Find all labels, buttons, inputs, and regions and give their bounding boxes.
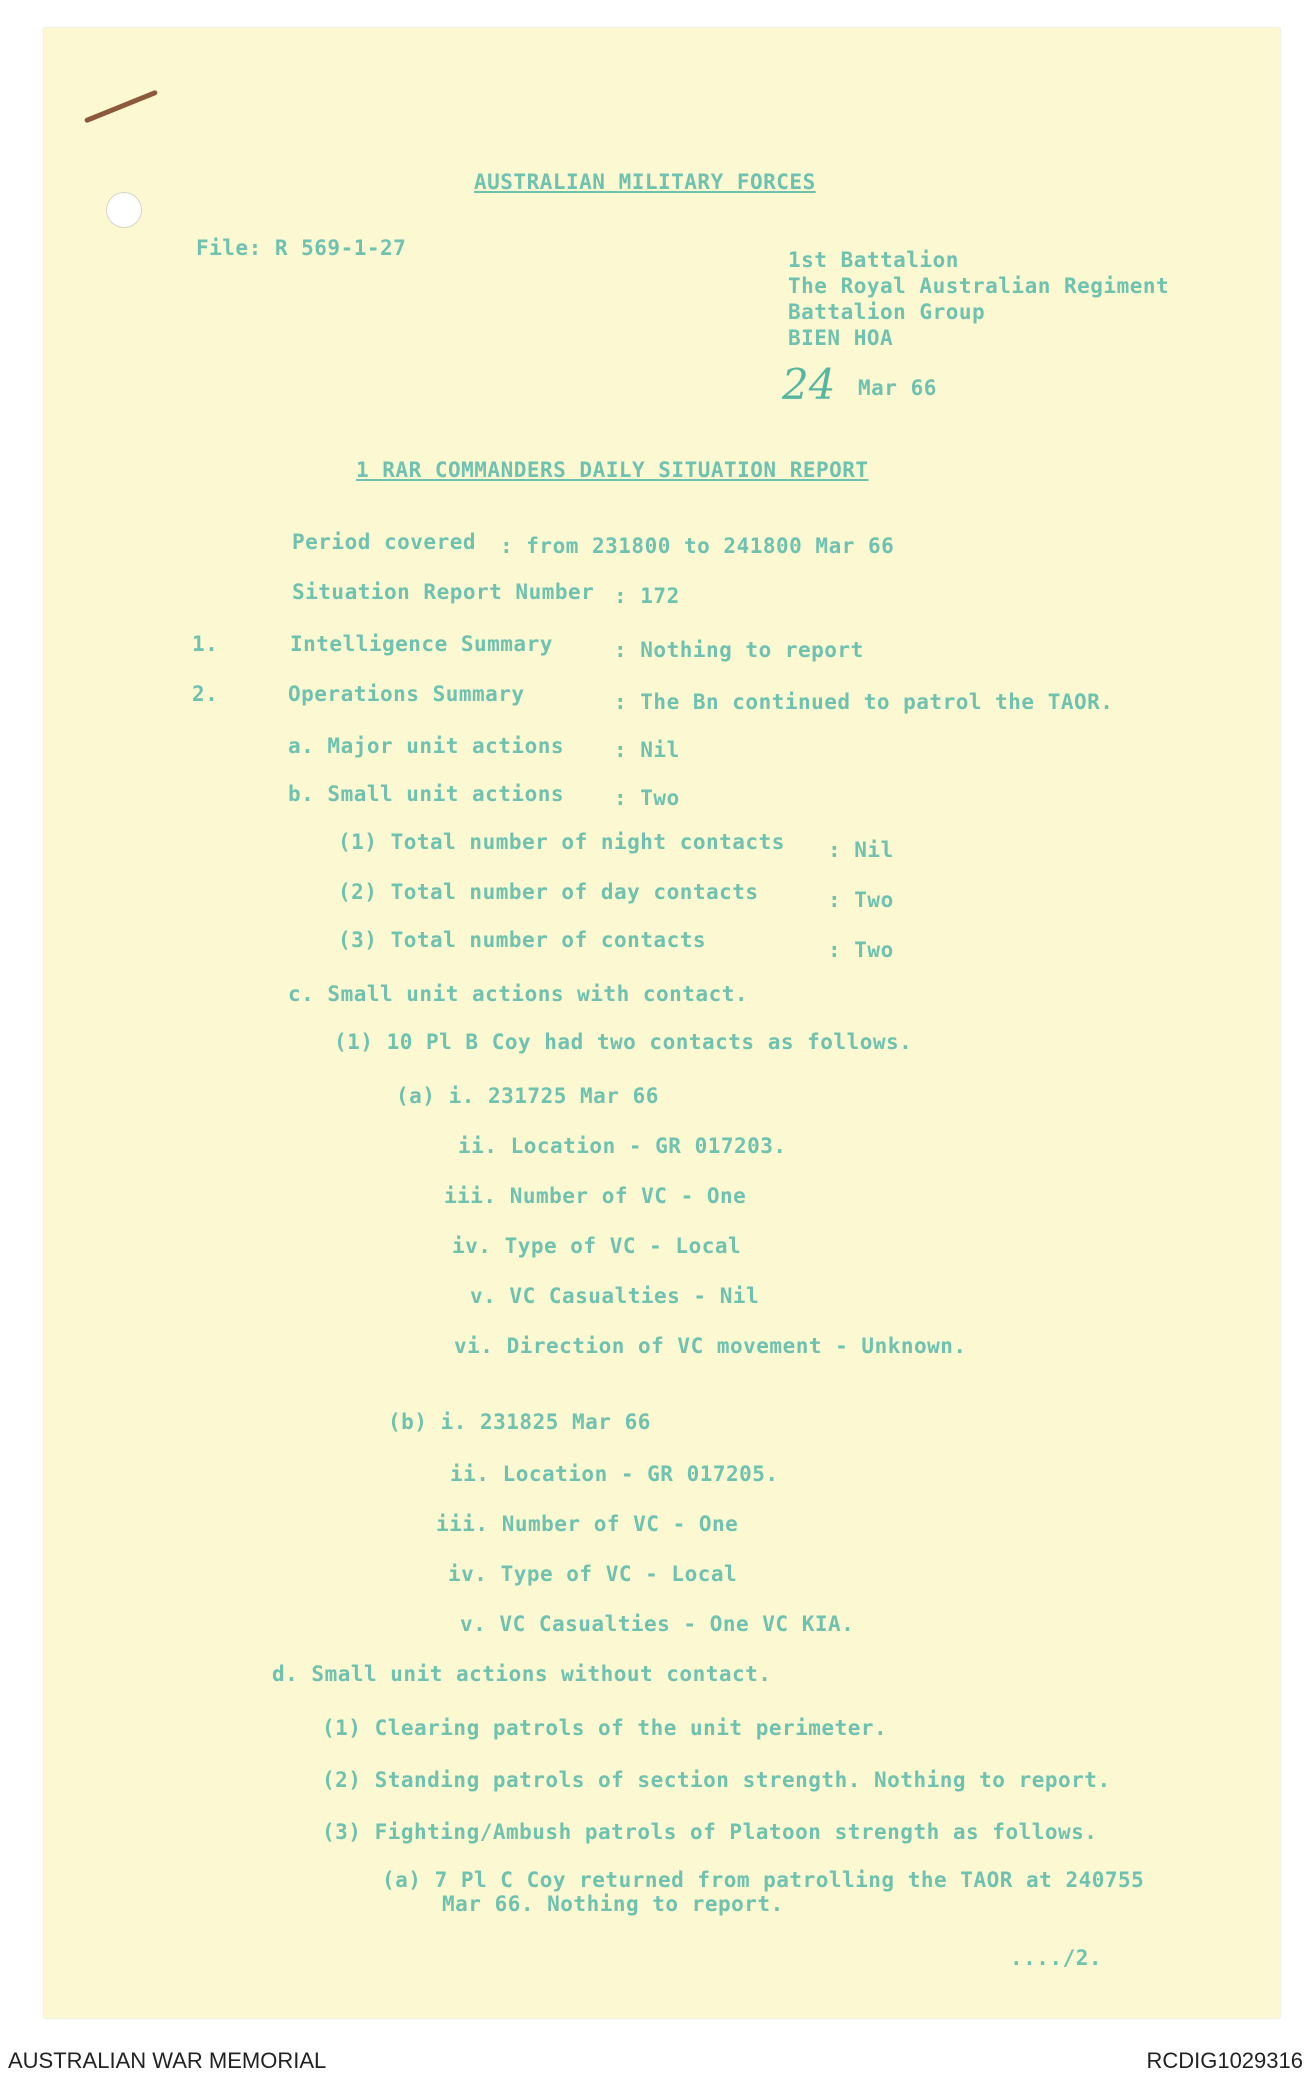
item-d1-text: (1) Clearing patrols of the unit perimeter. (322, 1716, 888, 1740)
item-d3a-line-1: (a) 7 Pl C Coy returned from patrolling the TAOR at 240755 (382, 1868, 1145, 1892)
continued-marker: ..../2. (1010, 1946, 1103, 1970)
contact-a-line-4: iv. Type of VC - Local (452, 1234, 742, 1258)
contact-a-line-5: v. VC Casualties - Nil (470, 1284, 760, 1308)
unit-line-2: The Royal Australian Regiment (788, 274, 1170, 298)
section-2-number: 2. (192, 682, 219, 706)
item-d2-text: (2) Standing patrols of section strength. Nothing to report. (322, 1768, 1111, 1792)
item-b3-label: (3) Total number of contacts (338, 928, 707, 952)
contact-b-line-1: (b) i. 231825 Mar 66 (388, 1410, 651, 1434)
contact-a-line-3: iii. Number of VC - One (444, 1184, 747, 1208)
item-d3a-line-2: Mar 66. Nothing to report. (442, 1892, 784, 1916)
item-b2-value: : Two (828, 888, 894, 912)
file-reference: File: R 569-1-27 (196, 236, 407, 260)
handwritten-date: 24 (782, 360, 836, 409)
report-heading: 1 RAR COMMANDERS DAILY SITUATION REPORT (356, 458, 869, 482)
contact-a-line-2: ii. Location - GR 017203. (458, 1134, 787, 1158)
item-b1-value: : Nil (828, 838, 894, 862)
contact-a-line-1: (a) i. 231725 Mar 66 (396, 1084, 659, 1108)
section-2-value: : The Bn continued to patrol the TAOR. (614, 690, 1114, 714)
item-c1-text: (1) 10 Pl B Coy had two contacts as follows. (334, 1030, 913, 1054)
footer-source: AUSTRALIAN WAR MEMORIAL (8, 2048, 327, 2073)
punch-hole (106, 192, 142, 228)
item-c-label: c. Small unit actions with contact. (288, 982, 749, 1006)
sitrep-value: : 172 (614, 584, 680, 608)
section-1-label: Intelligence Summary (290, 632, 553, 656)
unit-line-3: Battalion Group (788, 300, 986, 324)
item-b2-label: (2) Total number of day contacts (338, 880, 759, 904)
item-b-label: b. Small unit actions (288, 782, 565, 806)
item-a-value: : Nil (614, 738, 680, 762)
item-b1-label: (1) Total number of night contacts (338, 830, 785, 854)
contact-b-line-5: v. VC Casualties - One VC KIA. (460, 1612, 855, 1636)
contact-b-line-4: iv. Type of VC - Local (448, 1562, 738, 1586)
contact-b-line-2: ii. Location - GR 017205. (450, 1462, 779, 1486)
item-d3-text: (3) Fighting/Ambush patrols of Platoon strength as follows. (322, 1820, 1098, 1844)
item-a-label: a. Major unit actions (288, 734, 565, 758)
item-b-value: : Two (614, 786, 680, 810)
section-2-label: Operations Summary (288, 682, 525, 706)
period-value: : from 231800 to 241800 Mar 66 (500, 534, 895, 558)
item-d-label: d. Small unit actions without contact. (272, 1662, 772, 1686)
sitrep-label: Situation Report Number (292, 580, 595, 604)
typed-date: Mar 66 (858, 376, 937, 400)
section-1-value: : Nothing to report (614, 638, 864, 662)
footer-id: RCDIG1029316 (1146, 2048, 1303, 2073)
document-title: AUSTRALIAN MILITARY FORCES (474, 170, 816, 194)
section-1-number: 1. (192, 632, 219, 656)
unit-line-4: BIEN HOA (788, 326, 894, 350)
unit-line-1: 1st Battalion (788, 248, 959, 272)
period-label: Period covered (292, 530, 477, 554)
contact-a-line-6: vi. Direction of VC movement - Unknown. (454, 1334, 967, 1358)
contact-b-line-3: iii. Number of VC - One (436, 1512, 739, 1536)
item-b3-value: : Two (828, 938, 894, 962)
